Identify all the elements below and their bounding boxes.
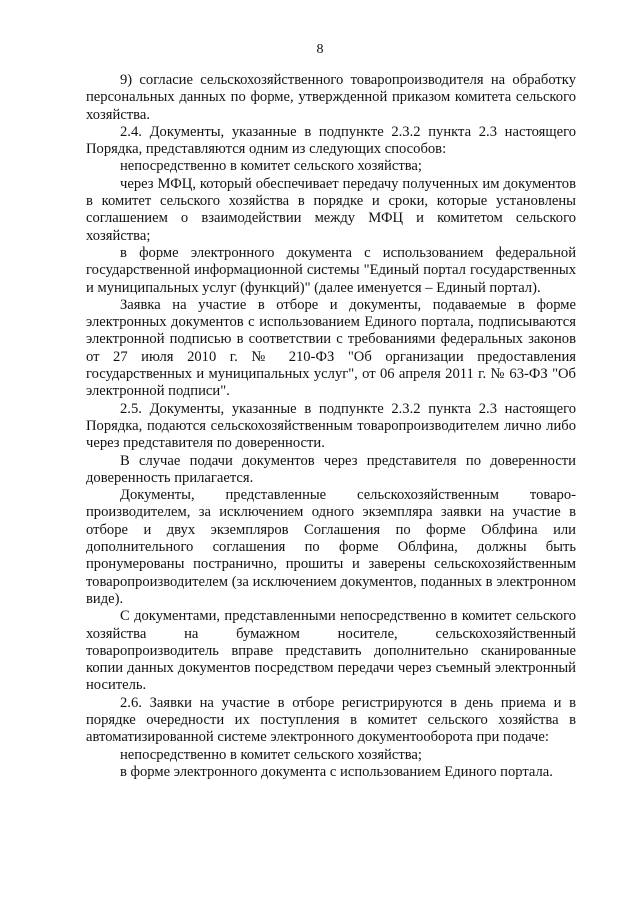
paragraph-power-of-attorney: В случае подачи документов через представителя по доверенности доверенность прилагается.: [86, 452, 576, 486]
paragraph-consent: 9) согласие сельскохозяйственного товаропроизводителя на обработку персональных данных по форме, утвержденной приказом комитета сельского хозяйства.: [86, 72, 576, 123]
paragraph-via-mfc: через МФЦ, который обеспечивает передачу полученных им документов в комитет сельского хозяйства в порядке и сроки, которые установлены соглашением о взаимодействии между МФЦ и комитетом сельского хозяйства;: [86, 175, 576, 244]
paragraph-submission-electronic: в форме электронного документа с использованием Единого портала.: [120, 763, 553, 780]
paragraph-direct-submission: непосредственно в комитет сельского хозяйства;: [120, 158, 422, 175]
page-number: 8: [316, 42, 324, 57]
paragraph-electronic-form: в форме электронного документа с использованием федеральной государственной информационной системы "Единый портал государственных и муниципальных услуг (функций)" (далее именуется – Единый портал).: [86, 244, 576, 296]
paragraph-scanned-copies: С документами, представленными непосредственно в комитет сельского хозяйства на бумажном носителе, сельскохозяйственный товаропроизводитель вправе представить дополнительно сканированные копии данных документов посредством передачи через съемный электронный носитель.: [86, 608, 576, 694]
paragraph-2-4: 2.4. Документы, указанные в подпункте 2.3.2 пункта 2.3 настоящего Порядка, представляются одним из следующих способов:: [86, 123, 576, 158]
paragraph-2-5: 2.5. Документы, указанные в подпункте 2.3.2 пункта 2.3 настоящего Порядка, подаются сельскохозяйственным товаропроизводителем лично либо через представителя по доверенности.: [86, 400, 576, 452]
paragraph-documents-numbering: Документы, представленные сельскохозяйственным товаро-производителем, за исключением одного экземпляра заявки на участие в отборе и двух экземпляров Соглашения по форме Облфина или дополнительного соглашения по форме Облфина, должны быть пронумерованы постранично, прошиты и заверены сельскохозяйственным товаропроизводителем (за исключением документов, поданных в электронном виде).: [86, 487, 576, 607]
paragraph-2-6: 2.6. Заявки на участие в отборе регистрируются в день приема и в порядке очередности их поступления в комитет сельского хозяйства в автоматизированной системе электронного документооборота при подаче:: [86, 694, 576, 746]
paragraph-submission-direct: непосредственно в комитет сельского хозяйства;: [120, 746, 422, 763]
paragraph-electronic-signature: Заявка на участие в отборе и документы, подаваемые в форме электронных документов с использованием Единого портала, подписываются электронной подписью в соответствии с требованиями федеральных законов от 27 июля 2010 г. № 210-ФЗ "Об организации предоставления государственных и муниципальных услуг", от 06 апреля 2011 г. № 63-ФЗ "Об электронной подписи".: [86, 296, 576, 400]
document-body: [86, 72, 576, 781]
